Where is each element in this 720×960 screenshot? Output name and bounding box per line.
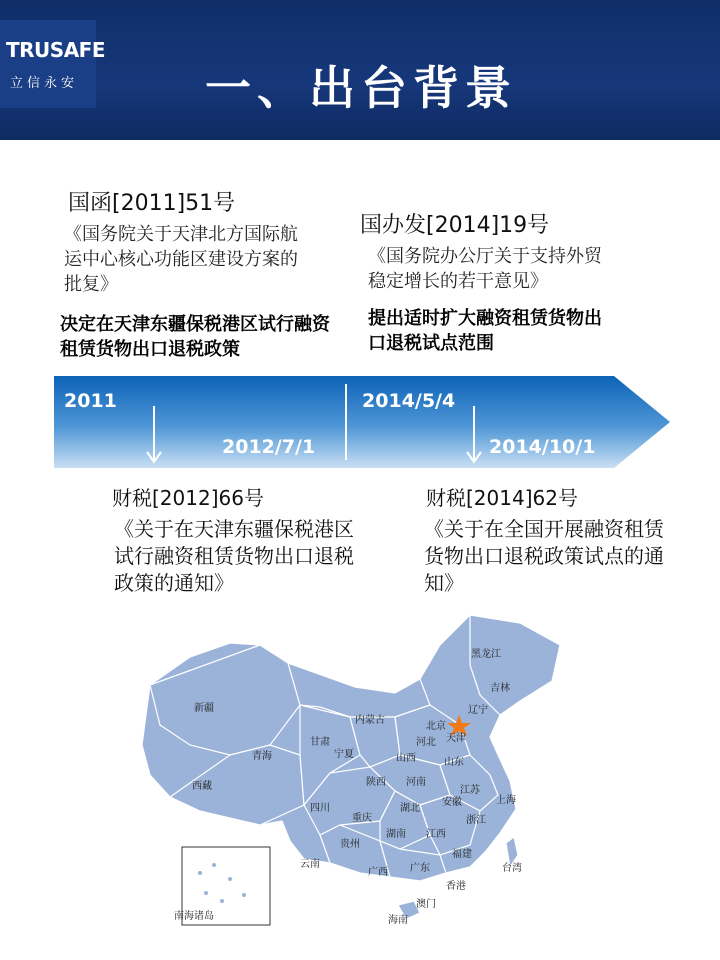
map-label-浙江: 浙江 bbox=[466, 815, 486, 826]
map-label-贵州: 贵州 bbox=[340, 839, 360, 850]
page-title: 一、出台背景 bbox=[205, 61, 517, 115]
map-label-广东: 广东 bbox=[410, 863, 430, 874]
bottom-doc-code-2: 财税[2014]62号 bbox=[426, 486, 578, 510]
map-label-海南: 海南 bbox=[388, 915, 408, 926]
doc-summary-1: 决定在天津东疆保税港区试行融资租赁货物出口退税政策 bbox=[60, 314, 330, 360]
map-label-云南: 云南 bbox=[300, 859, 320, 870]
map-label-江西: 江西 bbox=[426, 829, 446, 840]
company-logo bbox=[0, 20, 105, 108]
china-map bbox=[0, 605, 720, 960]
map-label-黑龙江: 黑龙江 bbox=[471, 649, 501, 660]
bottom-doc-code-1: 财税[2012]66号 bbox=[112, 486, 264, 510]
map-label-四川: 四川 bbox=[310, 803, 330, 814]
header-banner bbox=[0, 0, 720, 140]
timeline-date-2014-10-1: 2014/10/1 bbox=[489, 436, 596, 458]
map-label-福建: 福建 bbox=[452, 849, 472, 860]
map-label-江苏: 江苏 bbox=[460, 785, 480, 796]
doc-code-1: 国函[2011]51号 bbox=[68, 191, 236, 216]
doc-title-2: 《国务院办公厅关于支持外贸稳定增长的若干意见》 bbox=[368, 246, 602, 292]
map-label-甘肃: 甘肃 bbox=[310, 737, 330, 748]
doc-title-1: 《国务院关于天津北方国际航运中心核心功能区建设方案的批复》 bbox=[64, 224, 298, 295]
map-label-湖北: 湖北 bbox=[400, 803, 420, 814]
map-label-安徽: 安徽 bbox=[442, 797, 462, 808]
map-label-北京: 北京 bbox=[426, 721, 446, 732]
map-label-广西: 广西 bbox=[368, 867, 388, 878]
bottom-doc-title-2: 《关于在全国开展融资租赁货物出口退税政策试点的通知》 bbox=[424, 517, 664, 595]
map-label-内蒙古: 内蒙古 bbox=[355, 715, 385, 726]
map-label-河北: 河北 bbox=[416, 737, 436, 748]
map-label-宁夏: 宁夏 bbox=[334, 749, 354, 760]
logo-subtitle: 立信永安 bbox=[10, 76, 79, 91]
logo-text: TRUSAFE bbox=[6, 38, 105, 62]
map-label-青海: 青海 bbox=[252, 751, 272, 762]
map-label-上海: 上海 bbox=[496, 795, 516, 806]
map-label-新疆: 新疆 bbox=[194, 703, 214, 714]
map-label-天津: 天津 bbox=[446, 733, 466, 744]
map-label-香港: 香港 bbox=[446, 881, 466, 892]
map-label-河南: 河南 bbox=[406, 777, 426, 788]
map-label-台湾: 台湾 bbox=[502, 863, 522, 874]
map-label-南海诸岛: 南海诸岛 bbox=[174, 911, 214, 922]
map-label-山东: 山东 bbox=[444, 757, 464, 768]
map-label-辽宁: 辽宁 bbox=[468, 705, 488, 716]
timeline-date-2012-7-1: 2012/7/1 bbox=[222, 436, 316, 458]
timeline-date-2014-5-4: 2014/5/4 bbox=[362, 390, 456, 412]
bottom-doc-title-1: 《关于在天津东疆保税港区试行融资租赁货物出口退税政策的通知》 bbox=[114, 517, 354, 595]
timeline-date-2011: 2011 bbox=[64, 390, 117, 412]
doc-code-2: 国办发[2014]19号 bbox=[360, 213, 550, 238]
doc-summary-2: 提出适时扩大融资租赁货物出口退税试点范围 bbox=[368, 308, 602, 354]
map-label-重庆: 重庆 bbox=[352, 813, 372, 824]
map-label-西藏: 西藏 bbox=[192, 781, 212, 792]
map-label-吉林: 吉林 bbox=[490, 683, 510, 694]
map-label-山西: 山西 bbox=[396, 753, 416, 764]
map-label-澳门: 澳门 bbox=[416, 899, 436, 910]
map-label-陕西: 陕西 bbox=[366, 777, 386, 788]
map-label-湖南: 湖南 bbox=[386, 829, 406, 840]
